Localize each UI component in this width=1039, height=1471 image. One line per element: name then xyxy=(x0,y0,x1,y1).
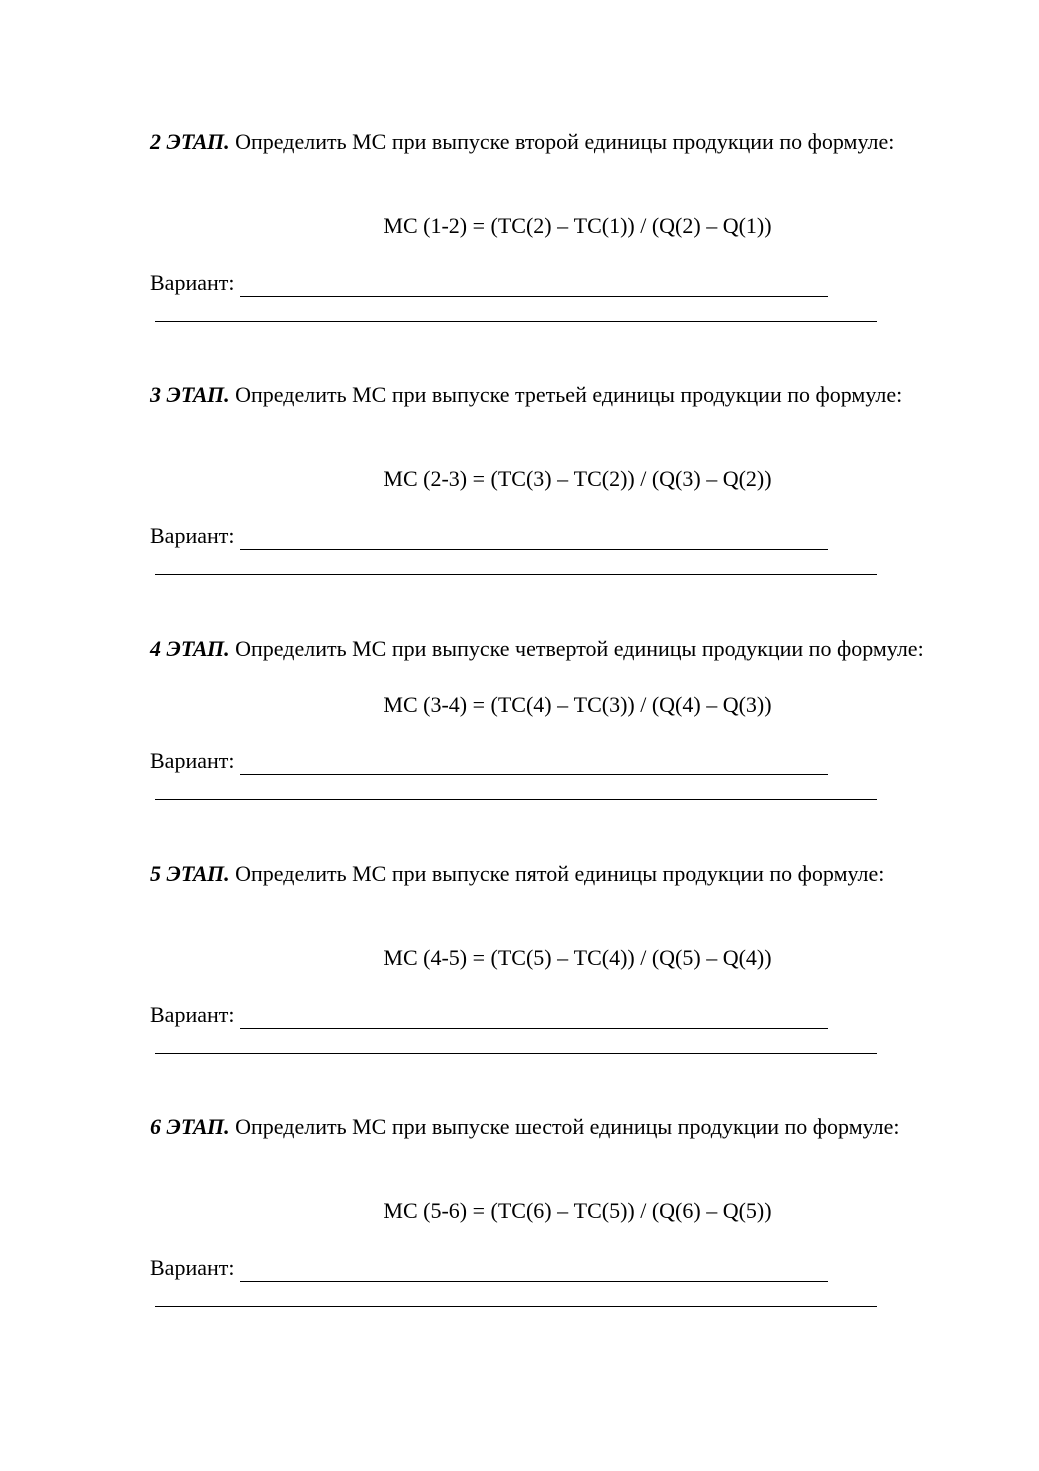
stage-3-formula-row xyxy=(150,465,965,493)
stage-6-variant-answer-line[interactable] xyxy=(240,1261,828,1282)
stage-4-variant-row xyxy=(150,747,828,775)
stage-2-text: Определить МС при выпуске второй единицы продукции по формуле: xyxy=(235,129,895,154)
stage-6-extra-answer-line[interactable] xyxy=(155,1306,877,1307)
stage-5-extra-answer-line[interactable] xyxy=(155,1053,877,1054)
stage-3-text: Определить МС при выпуске третьей единицы продукции по формуле: xyxy=(235,382,903,407)
stage-5-text: Определить МС при выпуске пятой единицы продукции по формуле: xyxy=(235,861,885,886)
stage-5-block xyxy=(150,860,965,1027)
stage-6-text: Определить МС при выпуске шестой единицы продукции по формуле: xyxy=(235,1114,900,1139)
stage-5-title: 5 ЭТАП. xyxy=(150,861,230,886)
stage-6-block xyxy=(150,1113,965,1280)
stage-4-variant-label: Вариант: xyxy=(150,748,235,773)
stage-6-description xyxy=(150,1113,965,1141)
stage-6-formula: МС (5-6) = (ТС(6) – ТС(5)) / (Q(6) – Q(5)) xyxy=(383,1198,772,1223)
stage-4-title: 4 ЭТАП. xyxy=(150,636,230,661)
stage-3-block xyxy=(150,381,965,548)
stage-6-formula-row xyxy=(150,1197,965,1225)
stage-2-description xyxy=(150,128,965,156)
stage-4-block xyxy=(150,635,965,773)
stage-3-formula: МС (2-3) = (ТС(3) – ТС(2)) / (Q(3) – Q(2)) xyxy=(383,466,772,491)
stage-5-variant-answer-line[interactable] xyxy=(240,1008,828,1029)
stage-5-variant-row xyxy=(150,1001,828,1029)
stage-5-description xyxy=(150,860,965,888)
stage-4-extra-answer-line[interactable] xyxy=(155,799,877,800)
stage-3-variant-answer-line[interactable] xyxy=(240,529,828,550)
stage-5-formula: МС (4-5) = (ТС(5) – ТС(4)) / (Q(5) – Q(4)) xyxy=(383,945,772,970)
stage-3-description xyxy=(150,381,965,409)
stage-3-extra-answer-line[interactable] xyxy=(155,574,877,575)
stage-2-formula-row xyxy=(150,212,965,240)
stage-6-title: 6 ЭТАП. xyxy=(150,1114,230,1139)
stage-4-formula: МС (3-4) = (ТС(4) – ТС(3)) / (Q(4) – Q(3)) xyxy=(383,692,772,717)
stage-6-variant-row xyxy=(150,1254,828,1282)
stage-4-variant-answer-line[interactable] xyxy=(240,754,828,775)
stage-4-description xyxy=(150,635,965,663)
stage-2-variant-row xyxy=(150,269,828,297)
stage-4-text: Определить МС при выпуске четвертой единицы продукции по формуле: xyxy=(235,636,924,661)
stage-2-variant-answer-line[interactable] xyxy=(240,276,828,297)
stage-6-variant-label: Вариант: xyxy=(150,1255,235,1280)
stage-2-block xyxy=(150,128,965,295)
stage-2-variant-label: Вариант: xyxy=(150,270,235,295)
stage-3-title: 3 ЭТАП. xyxy=(150,382,230,407)
stage-3-variant-row xyxy=(150,522,828,550)
stage-5-formula-row xyxy=(150,944,965,972)
stage-3-variant-label: Вариант: xyxy=(150,523,235,548)
stage-2-extra-answer-line[interactable] xyxy=(155,321,877,322)
stage-5-variant-label: Вариант: xyxy=(150,1002,235,1027)
stage-2-formula: МС (1-2) = (ТС(2) – ТС(1)) / (Q(2) – Q(1)) xyxy=(383,213,772,238)
stage-4-formula-row xyxy=(150,691,965,719)
stage-2-title: 2 ЭТАП. xyxy=(150,129,230,154)
